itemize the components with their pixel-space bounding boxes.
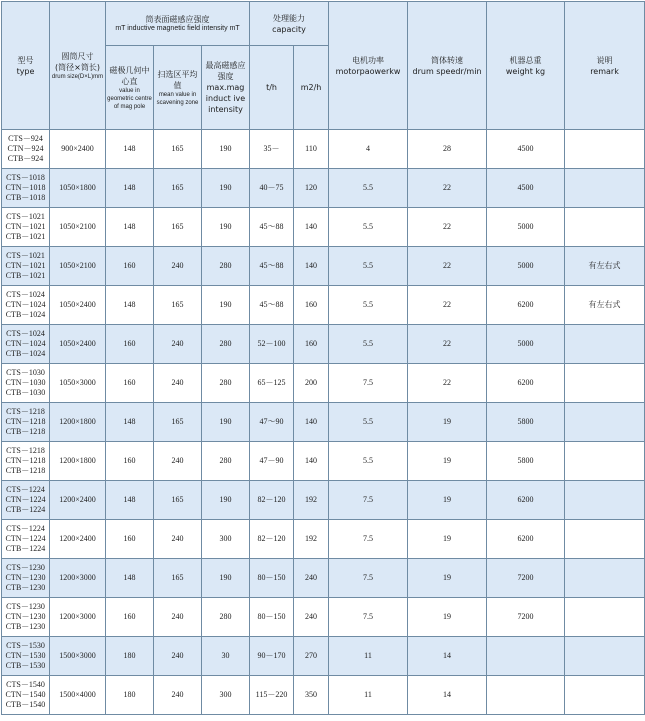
cell-max: 190	[202, 208, 250, 247]
model-code: CTS－1018	[6, 173, 45, 182]
cell-scav: 240	[154, 598, 202, 637]
cell-tph: 45～88	[250, 286, 294, 325]
cell-remark	[565, 520, 645, 559]
cell-motor: 7.5	[329, 559, 408, 598]
cell-tph: 80－150	[250, 598, 294, 637]
cell-max: 190	[202, 130, 250, 169]
header-max-en: max.mag induct ive intensity	[205, 83, 246, 114]
cell-geo: 148	[106, 169, 154, 208]
cell-drum: 900×2400	[50, 130, 106, 169]
cell-model	[2, 481, 50, 520]
header-motor-en: motorpaowerkw	[335, 66, 401, 76]
cell-model	[2, 442, 50, 481]
spec-table	[1, 1, 645, 715]
cell-remark	[565, 325, 645, 364]
cell-weight: 5000	[487, 325, 565, 364]
model-code: CTB－1230	[5, 622, 46, 631]
model-code: CTS－1030	[6, 368, 45, 377]
cell-scav: 240	[154, 676, 202, 715]
table-body	[2, 130, 645, 715]
cell-model	[2, 286, 50, 325]
header-weight	[487, 2, 565, 130]
model-code: CTS－1024	[6, 290, 45, 299]
cell-tph: 82－120	[250, 481, 294, 520]
model-code: CTB－1218	[5, 427, 46, 436]
cell-model	[2, 676, 50, 715]
cell-max: 190	[202, 286, 250, 325]
cell-m2h: 200	[294, 364, 329, 403]
table-row	[2, 481, 645, 520]
cell-motor: 7.5	[329, 520, 408, 559]
cell-max: 280	[202, 325, 250, 364]
cell-m2h: 192	[294, 481, 329, 520]
model-code: CTB－924	[7, 154, 44, 163]
cell-remark	[565, 559, 645, 598]
header-m2h	[294, 46, 329, 130]
cell-drum: 1500×4000	[50, 676, 106, 715]
cell-drum: 1050×2400	[50, 286, 106, 325]
cell-weight	[487, 676, 565, 715]
model-code: CTB－1230	[5, 583, 46, 592]
model-code: CTS－1540	[6, 680, 45, 689]
header-m2h-label: m2/h	[300, 83, 322, 92]
cell-scav: 165	[154, 169, 202, 208]
cell-max: 190	[202, 481, 250, 520]
header-field	[106, 2, 250, 46]
header-tph-label: t/h	[266, 83, 277, 92]
model-code: CTS－1218	[6, 446, 45, 455]
model-code: CTB－1530	[5, 661, 46, 670]
cell-scav: 240	[154, 247, 202, 286]
cell-model	[2, 364, 50, 403]
cell-tph: 40－75	[250, 169, 294, 208]
cell-drum: 1500×3000	[50, 637, 106, 676]
cell-geo: 148	[106, 130, 154, 169]
model-code: CTB－1030	[5, 388, 46, 397]
header-drum-cn: 圆筒尺寸	[61, 51, 94, 61]
cell-geo: 160	[106, 598, 154, 637]
cell-m2h: 110	[294, 130, 329, 169]
cell-motor: 11	[329, 637, 408, 676]
cell-motor: 5.5	[329, 442, 408, 481]
cell-motor: 5.5	[329, 247, 408, 286]
cell-speed: 22	[408, 247, 487, 286]
model-code: CTN－1024	[5, 339, 46, 348]
model-code: CTS－924	[8, 134, 43, 143]
cell-geo: 160	[106, 364, 154, 403]
header-max	[202, 46, 250, 130]
cell-tph: 47～90	[250, 403, 294, 442]
cell-model	[2, 325, 50, 364]
cell-max: 280	[202, 364, 250, 403]
cell-drum: 1200×2400	[50, 520, 106, 559]
cell-scav: 240	[154, 442, 202, 481]
cell-motor: 7.5	[329, 598, 408, 637]
cell-drum: 1200×3000	[50, 559, 106, 598]
cell-geo: 160	[106, 520, 154, 559]
cell-tph: 82－120	[250, 520, 294, 559]
model-code: CTN－1021	[5, 222, 46, 231]
cell-motor: 4	[329, 130, 408, 169]
cell-weight: 6200	[487, 286, 565, 325]
model-code: CTB－1224	[5, 505, 46, 514]
cell-motor: 11	[329, 676, 408, 715]
cell-weight: 6200	[487, 364, 565, 403]
cell-m2h: 240	[294, 559, 329, 598]
cell-m2h: 140	[294, 403, 329, 442]
model-code: CTN－1021	[5, 261, 46, 270]
table-row	[2, 598, 645, 637]
cell-tph: 52－100	[250, 325, 294, 364]
cell-model	[2, 559, 50, 598]
cell-model	[2, 520, 50, 559]
header-type-en: type	[16, 66, 35, 76]
cell-max: 190	[202, 169, 250, 208]
cell-m2h: 240	[294, 598, 329, 637]
model-code: CTS－1230	[6, 563, 45, 572]
cell-speed: 19	[408, 481, 487, 520]
table-row	[2, 325, 645, 364]
cell-scav: 165	[154, 559, 202, 598]
cell-tph: 65－125	[250, 364, 294, 403]
table-row	[2, 637, 645, 676]
cell-tph: 80－150	[250, 559, 294, 598]
table-row	[2, 442, 645, 481]
model-code: CTS－1530	[6, 641, 45, 650]
cell-model	[2, 130, 50, 169]
model-code: CTN－1224	[5, 495, 46, 504]
cell-m2h: 140	[294, 442, 329, 481]
cell-tph: 47－90	[250, 442, 294, 481]
cell-max: 280	[202, 247, 250, 286]
cell-model	[2, 208, 50, 247]
cell-geo: 148	[106, 286, 154, 325]
cell-motor: 5.5	[329, 286, 408, 325]
table-row	[2, 559, 645, 598]
model-code: CTB－1218	[5, 466, 46, 475]
cell-geo: 148	[106, 481, 154, 520]
cell-geo: 180	[106, 676, 154, 715]
model-code: CTS－1021	[6, 212, 45, 221]
table-row	[2, 520, 645, 559]
cell-model	[2, 247, 50, 286]
cell-geo: 160	[106, 325, 154, 364]
model-code: CTS－1230	[6, 602, 45, 611]
model-code: CTN－1224	[5, 534, 46, 543]
cell-model	[2, 403, 50, 442]
cell-speed: 22	[408, 169, 487, 208]
cell-max: 300	[202, 520, 250, 559]
cell-drum: 1200×2400	[50, 481, 106, 520]
cell-remark	[565, 169, 645, 208]
model-code: CTB－1021	[5, 271, 46, 280]
table-row	[2, 364, 645, 403]
cell-weight: 6200	[487, 520, 565, 559]
cell-scav: 165	[154, 286, 202, 325]
cell-remark: 有左右式	[565, 286, 645, 325]
cell-speed: 14	[408, 637, 487, 676]
cell-weight: 6200	[487, 481, 565, 520]
model-code: CTB－1540	[5, 700, 46, 709]
cell-motor: 7.5	[329, 481, 408, 520]
cell-speed: 19	[408, 598, 487, 637]
cell-weight: 5800	[487, 442, 565, 481]
cell-remark	[565, 676, 645, 715]
table-row	[2, 130, 645, 169]
model-code: CTB－1021	[5, 232, 46, 241]
header-speed-en: drum speedr/min	[412, 66, 482, 76]
model-code: CTS－1024	[6, 329, 45, 338]
cell-scav: 240	[154, 637, 202, 676]
model-code: CTN－1230	[5, 612, 46, 621]
cell-drum: 1050×2400	[50, 325, 106, 364]
cell-geo: 148	[106, 403, 154, 442]
header-type-cn: 型号	[17, 55, 34, 65]
cell-speed: 19	[408, 520, 487, 559]
cell-drum: 1200×3000	[50, 598, 106, 637]
header-weight-cn: 机器总重	[509, 55, 542, 65]
cell-tph: 45～88	[250, 247, 294, 286]
model-code: CTN－1030	[5, 378, 46, 387]
cell-weight: 4500	[487, 130, 565, 169]
model-code: CTN－1218	[5, 417, 46, 426]
model-code: CTN－1540	[5, 690, 46, 699]
model-code: CTS－1224	[6, 485, 45, 494]
header-max-cn: 最高磁感应强度	[205, 61, 246, 81]
header-scav-en: mean value in scavening zone	[156, 91, 199, 106]
table-header	[2, 2, 645, 130]
header-field-cn: 筒表面磁感应强度	[145, 15, 210, 24]
cell-speed: 22	[408, 208, 487, 247]
cell-weight: 5000	[487, 208, 565, 247]
cell-drum: 1050×2100	[50, 247, 106, 286]
cell-max: 190	[202, 403, 250, 442]
header-capacity	[250, 2, 329, 46]
cell-m2h: 140	[294, 208, 329, 247]
cell-scav: 165	[154, 481, 202, 520]
table-row	[2, 676, 645, 715]
cell-m2h: 160	[294, 325, 329, 364]
header-geo-cn: 磁极几何中心直	[109, 65, 150, 86]
header-geo	[106, 46, 154, 130]
model-code: CTB－1018	[5, 193, 46, 202]
cell-tph: 45～88	[250, 208, 294, 247]
cell-m2h: 160	[294, 286, 329, 325]
cell-remark	[565, 130, 645, 169]
header-motor-cn: 电机功率	[352, 55, 385, 65]
cell-m2h: 350	[294, 676, 329, 715]
header-capacity-en: capacity	[272, 24, 306, 34]
cell-motor: 5.5	[329, 325, 408, 364]
cell-scav: 165	[154, 130, 202, 169]
header-field-en: mT inductive magnetic field intensity mT	[115, 25, 240, 32]
cell-max: 280	[202, 598, 250, 637]
model-code: CTB－1024	[5, 349, 46, 358]
model-code: CTS－1021	[6, 251, 45, 260]
table-row	[2, 169, 645, 208]
cell-scav: 240	[154, 364, 202, 403]
header-drum	[50, 2, 106, 130]
cell-drum: 1200×1800	[50, 442, 106, 481]
cell-drum: 1050×3000	[50, 364, 106, 403]
cell-drum: 1050×1800	[50, 169, 106, 208]
header-scav	[154, 46, 202, 130]
model-code: CTB－1224	[5, 544, 46, 553]
cell-weight: 7200	[487, 598, 565, 637]
cell-motor: 5.5	[329, 403, 408, 442]
cell-remark	[565, 598, 645, 637]
cell-tph: 115－220	[250, 676, 294, 715]
cell-max: 190	[202, 559, 250, 598]
model-code: CTS－1224	[6, 524, 45, 533]
header-type	[2, 2, 50, 130]
cell-weight	[487, 637, 565, 676]
cell-remark	[565, 364, 645, 403]
cell-speed: 28	[408, 130, 487, 169]
cell-remark	[565, 442, 645, 481]
header-speed	[408, 2, 487, 130]
header-speed-cn: 筒体转速	[431, 55, 464, 65]
header-capacity-cn: 处理能力	[273, 13, 306, 23]
model-code: CTB－1024	[5, 310, 46, 319]
model-code: CTN－1530	[5, 651, 46, 660]
cell-model	[2, 169, 50, 208]
table-row	[2, 403, 645, 442]
cell-geo: 160	[106, 442, 154, 481]
cell-weight: 5800	[487, 403, 565, 442]
model-code: CTN－924	[7, 144, 44, 153]
cell-m2h: 192	[294, 520, 329, 559]
cell-speed: 14	[408, 676, 487, 715]
cell-model	[2, 598, 50, 637]
cell-speed: 19	[408, 403, 487, 442]
cell-remark: 有左右式	[565, 247, 645, 286]
cell-remark	[565, 403, 645, 442]
cell-speed: 19	[408, 559, 487, 598]
cell-speed: 19	[408, 442, 487, 481]
header-motor	[329, 2, 408, 130]
table-row	[2, 247, 645, 286]
cell-weight: 4500	[487, 169, 565, 208]
cell-motor: 5.5	[329, 208, 408, 247]
cell-geo: 148	[106, 559, 154, 598]
cell-tph: 90－170	[250, 637, 294, 676]
cell-geo: 180	[106, 637, 154, 676]
cell-tph: 35－	[250, 130, 294, 169]
header-remark	[565, 2, 645, 130]
cell-max: 30	[202, 637, 250, 676]
header-geo-en: value in geometric centre of mag pole	[107, 87, 152, 110]
cell-scav: 165	[154, 403, 202, 442]
cell-m2h: 140	[294, 247, 329, 286]
cell-m2h: 270	[294, 637, 329, 676]
cell-m2h: 120	[294, 169, 329, 208]
model-code: CTN－1230	[5, 573, 46, 582]
cell-drum: 1200×1800	[50, 403, 106, 442]
cell-remark	[565, 637, 645, 676]
model-code: CTN－1218	[5, 456, 46, 465]
model-code: CTS－1218	[6, 407, 45, 416]
model-code: CTN－1024	[5, 300, 46, 309]
header-drum-cn2: (筒径×筒长)	[55, 62, 100, 72]
table-row	[2, 208, 645, 247]
cell-max: 300	[202, 676, 250, 715]
cell-weight: 7200	[487, 559, 565, 598]
table-row	[2, 286, 645, 325]
model-code: CTN－1018	[5, 183, 46, 192]
cell-motor: 5.5	[329, 169, 408, 208]
header-scav-cn: 扫选区平均值	[157, 69, 198, 90]
cell-remark	[565, 208, 645, 247]
cell-model	[2, 637, 50, 676]
cell-remark	[565, 481, 645, 520]
cell-scav: 240	[154, 520, 202, 559]
header-remark-en: remark	[590, 66, 619, 76]
header-tph	[250, 46, 294, 130]
cell-max: 280	[202, 442, 250, 481]
cell-geo: 148	[106, 208, 154, 247]
cell-speed: 22	[408, 364, 487, 403]
cell-speed: 22	[408, 286, 487, 325]
cell-scav: 240	[154, 325, 202, 364]
cell-drum: 1050×2100	[50, 208, 106, 247]
cell-speed: 22	[408, 325, 487, 364]
header-drum-en: drum size(D×L)mm	[51, 73, 104, 80]
cell-geo: 160	[106, 247, 154, 286]
cell-motor: 7.5	[329, 364, 408, 403]
header-weight-en: weight kg	[505, 66, 546, 76]
cell-weight: 5000	[487, 247, 565, 286]
header-remark-cn: 说明	[596, 55, 613, 65]
cell-scav: 165	[154, 208, 202, 247]
